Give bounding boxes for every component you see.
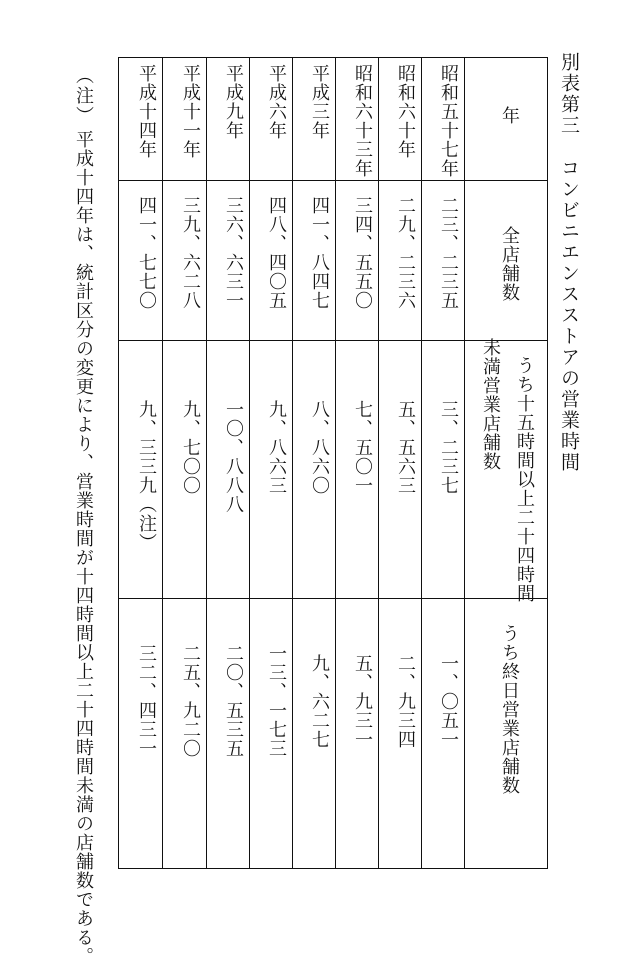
row-15-24-hours: 三、二三七 xyxy=(438,400,459,495)
row-year: 平成三年 xyxy=(309,64,330,140)
row-15-24-hours: 九、三三九（注） xyxy=(136,400,157,552)
row-year: 昭和六十年 xyxy=(395,64,416,159)
row-total: 四一、八四七 xyxy=(309,196,330,310)
row-all-day: 二〇、五三五 xyxy=(223,644,244,758)
table-divider xyxy=(119,180,547,181)
footnote-label: （注） xyxy=(73,66,94,126)
row-year: 昭和五十七年 xyxy=(438,64,459,178)
row-year: 平成十一年 xyxy=(180,64,201,159)
row-total: 三九、六二八 xyxy=(180,196,201,310)
header-all-day: うち終日営業店舗数 xyxy=(499,624,520,795)
footnote-text: 平成十四年は、統計区分の変更により、営業時間が十四時間以上二十四時間未満の店舗数である。 xyxy=(73,130,94,966)
row-year: 平成十四年 xyxy=(136,64,157,159)
row-15-24-hours: 九、八六三 xyxy=(266,400,287,495)
header-total: 全店舗数 xyxy=(499,226,520,302)
header-year: 年 xyxy=(499,106,520,125)
row-total: 二三、二三五 xyxy=(438,196,459,310)
header-15-24-hours-line1: うち十五時間以上二十四時間 xyxy=(514,356,535,603)
row-all-day: 一、〇五一 xyxy=(438,654,459,749)
convenience-store-hours-table xyxy=(118,57,548,869)
header-15-24-hours-line2: 未満営業店舗数 xyxy=(480,338,501,471)
row-all-day: 一三、一七三 xyxy=(266,644,287,758)
row-15-24-hours: 八、八六〇 xyxy=(309,400,330,495)
row-total: 二九、二三六 xyxy=(395,196,416,310)
title-main: コンビニエンスストアの営業時間 xyxy=(558,158,580,473)
row-total: 三六、六三一 xyxy=(223,196,244,310)
table-divider xyxy=(119,598,547,599)
page-title xyxy=(556,52,583,473)
row-all-day: 五、九三一 xyxy=(352,654,373,749)
row-15-24-hours: 九、七〇〇 xyxy=(180,400,201,495)
row-all-day: 九、六二七 xyxy=(309,654,330,749)
row-15-24-hours: 七、五〇一 xyxy=(352,400,373,495)
row-year: 平成六年 xyxy=(266,64,287,140)
row-all-day: 三二、四三一 xyxy=(136,644,157,758)
row-year: 昭和六十三年 xyxy=(352,64,373,178)
row-total: 四八、四〇五 xyxy=(266,196,287,310)
row-all-day: 二五、九二〇 xyxy=(180,644,201,758)
title-prefix: 別表第三 xyxy=(558,52,580,136)
row-15-24-hours: 五、五六三 xyxy=(395,400,416,495)
row-year: 平成九年 xyxy=(223,64,244,140)
row-total: 三四、五五〇 xyxy=(352,196,373,310)
row-total: 四一、七七〇 xyxy=(136,196,157,310)
row-15-24-hours: 一〇、八八八 xyxy=(223,400,244,514)
row-all-day: 二、九三四 xyxy=(395,654,416,749)
